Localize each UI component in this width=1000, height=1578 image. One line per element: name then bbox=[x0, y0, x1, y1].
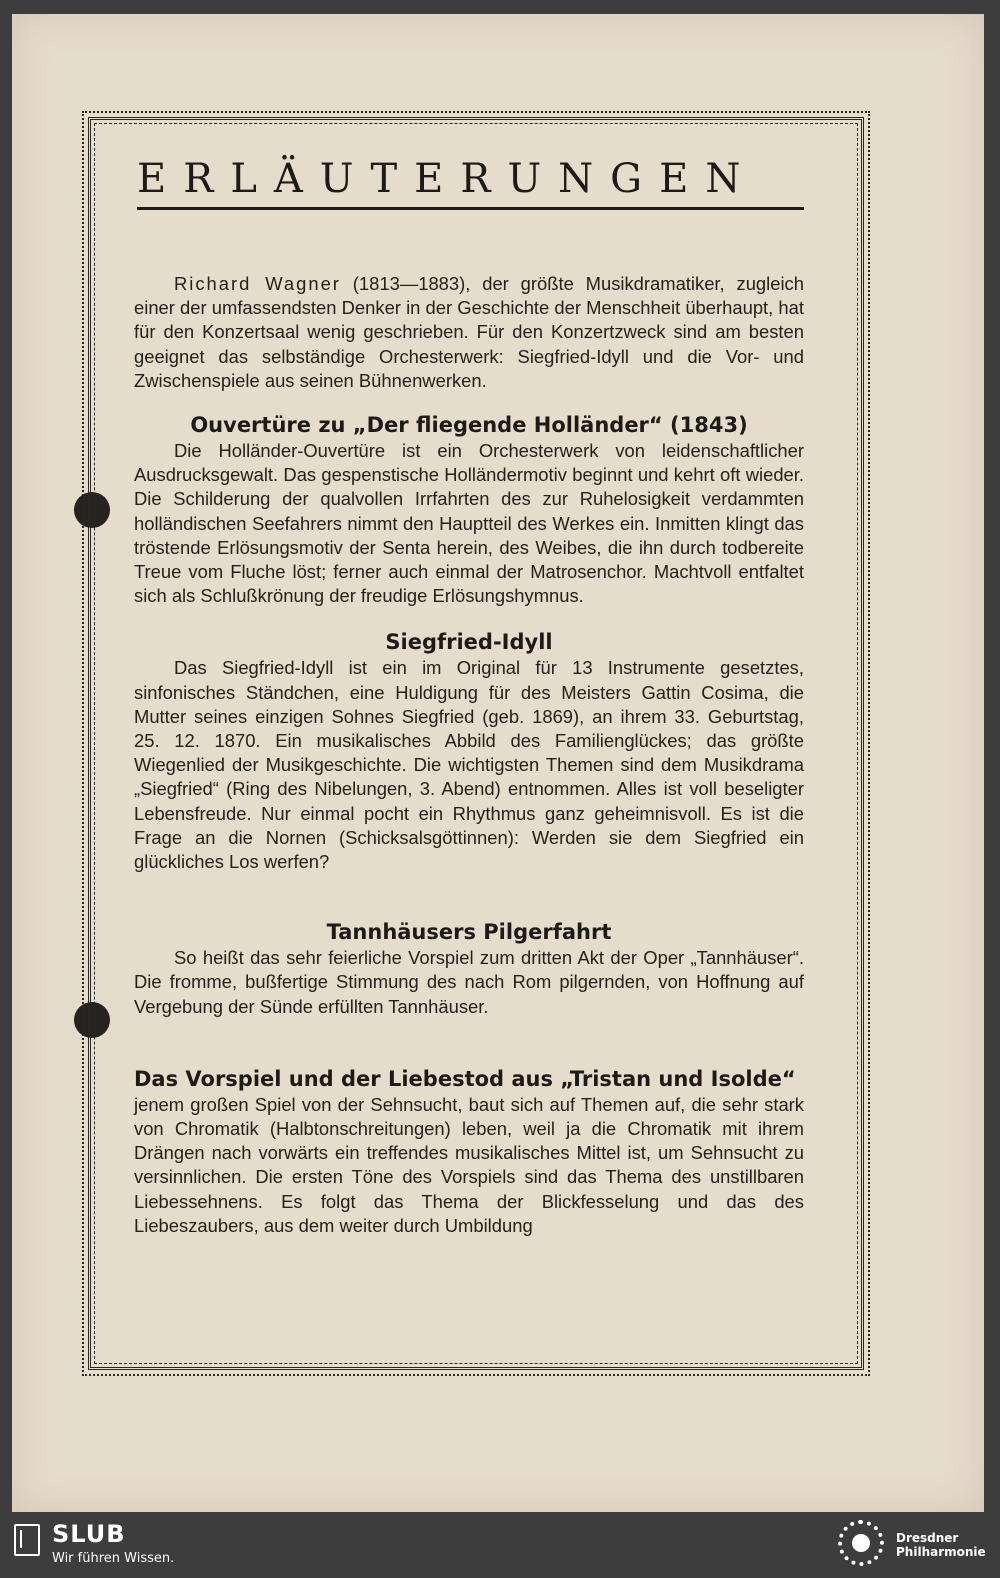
philharmonie-logo-icon bbox=[838, 1520, 884, 1566]
section-text-tannhaeuser: So heißt das sehr feierliche Vorspiel zum dritten Akt der Oper „Tannhäuser“. Die fromme, bußfertige Stimmung des nach Rom pilgernden, von Hoffnung auf Vergebung der Sünde erfüllten Tannhäuser. bbox=[134, 947, 804, 1017]
composer-name: Richard Wagner bbox=[174, 273, 341, 294]
section-text-hollaender: Die Holländer-Ouvertüre ist ein Orchesterwerk von leidenschaftlicher Ausdrucksgewalt. Das gespenstische Holländermotiv beginnt und kehrt oft wieder. Die Schilderung der qualvollen Irrfahrten des zur Ruhelosigkeit verdammten holländischen Seefahrers nimmt den Hauptteil des Werkes ein. Inmitten klingt das tröstende Erlösungsmotiv der Senta herein, des Weibes, die ihn durch todbereite Treue vom Fluche löst; ferner auch einmal der Matrosenchor. Machtvoll entfaltet sich als Schlußkrönung der freudige Erlösungshymnus. bbox=[134, 440, 804, 607]
library-tagline: Wir führen Wissen. bbox=[52, 1551, 175, 1566]
document-body bbox=[134, 272, 804, 1238]
section-heading-hollaender: Ouvertüre zu „Der fliegende Holländer“ (1843) bbox=[190, 413, 748, 438]
intro-text: (1813—1883), der größte Musikdramatiker, zugleich einer der umfassendsten Denker in der Geschichte der Menschheit überhaupt, hat für den Konzertsaal wenig geschrieben. Für den Konzertzweck sind am besten geeignet das selbständige Orchesterwerk: Siegfried-Idyll und die Vor- und Zwischenspiele aus seinen Bühnenwerken. bbox=[134, 273, 804, 391]
book-icon bbox=[14, 1524, 40, 1556]
partner-name[interactable] bbox=[896, 1531, 986, 1559]
title-underline bbox=[137, 207, 804, 210]
partner-line-2: Philharmonie bbox=[896, 1545, 986, 1559]
page-title: ERLÄUTERUNGEN bbox=[137, 156, 758, 202]
footer-bar bbox=[0, 1518, 1000, 1578]
intro-paragraph bbox=[134, 272, 804, 393]
section-text-siegfried-idyll: Das Siegfried-Idyll ist ein im Original für 13 Instrumente gesetztes, sinfonisches Ständchen, eine Huldigung für des Meisters Gattin Cosima, die Mutter seines einzigen Sohnes Siegfried (geb. 1869), an ihrem 33. Geburtstag, 25. 12. 1870. Ein musikalisches Abbild des Familienglückes; das größte Wiegenlied der Musikgeschichte. Die wichtigsten Themen sind dem Musikdrama „Siegfried“ (Ring des Nibelungen, 3. Abend) entnommen. Alles ist voll beseligter Lebensfreude. Nur einmal pocht ein Rhythmus ganz geheimnisvoll. Es ist die Frage an die Nornen (Schicksalsgöttinnen): Werden sie dem Siegfried ein glückliches Los werfen? bbox=[134, 657, 804, 873]
section-heading-tannhaeuser: Tannhäusers Pilgerfahrt bbox=[326, 920, 612, 945]
library-name[interactable]: SLUB bbox=[52, 1520, 126, 1548]
partner-line-1: Dresdner bbox=[896, 1531, 959, 1545]
section-text-tristan: jenem großen Spiel von der Sehnsucht, baut sich auf Themen auf, die sehr stark von Chromatik (Halbtonschreitungen) leben, weil ja die Chromatik mit ihrem Drängen nach vorwärts ein treffendes musikalisches Mittel ist, um Sehnsucht zu versinnlichen. Die ersten Töne des Vorspiels sind das Thema des unstillbaren Liebessehnens. Es folgt das Thema der Blickfesselung und das des Liebeszaubers, aus dem weiter durch Umbildung bbox=[134, 1093, 804, 1236]
section-heading-tristan: Das Vorspiel und der Liebestod aus „Tristan und Isolde“ bbox=[134, 1066, 796, 1091]
section-heading-siegfried-idyll: Siegfried-Idyll bbox=[385, 630, 553, 655]
